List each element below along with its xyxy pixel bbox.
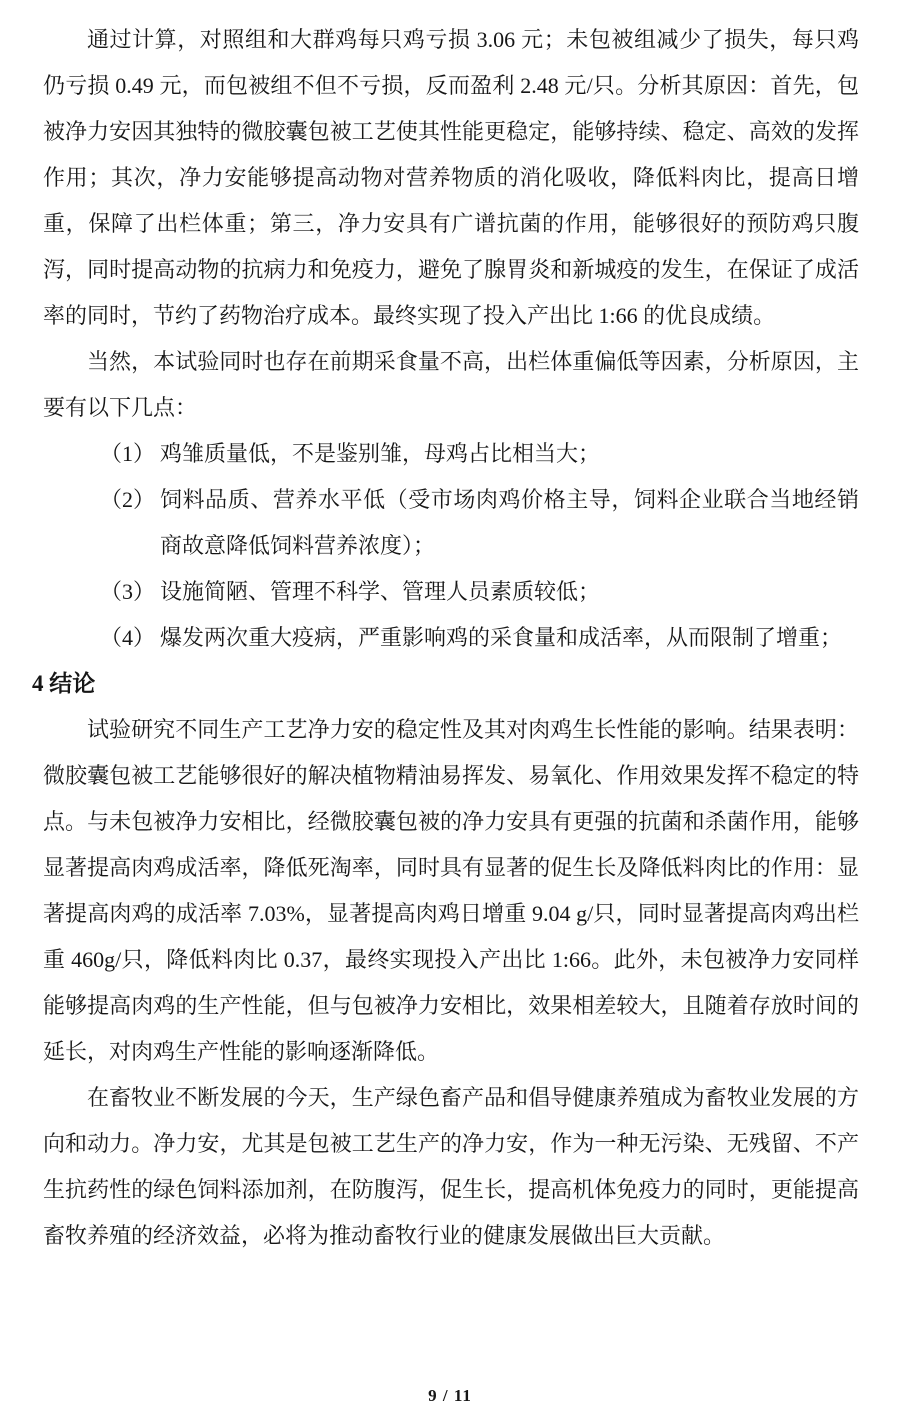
list-item-text: 饲料品质、营养水平低（受市场肉鸡价格主导，饲料企业联合当地经销商故意降低饲料营养浓度）； [160, 487, 859, 558]
list-item-text: 鸡雏质量低，不是鉴别雏，母鸡占比相当大； [160, 441, 601, 466]
list-item [43, 569, 859, 615]
list-item-text: 设施简陋、管理不科学、管理人员素质较低； [160, 579, 601, 604]
list-item [43, 477, 859, 569]
body-paragraph: 通过计算，对照组和大群鸡每只鸡亏损 3.06 元；未包被组减少了损失，每只鸡仍亏损 0.49 元，而包被组不但不亏损，反而盈利 2.48 元/只。分析其原因：首先，包被净力安因其独特的微胶囊包被工艺使其性能更稳定，能够持续、稳定、高效的发挥作用；其次，净力安能够提高动物对营养物质的消化吸收，降低料肉比，提高日增重，保障了出栏体重；第三，净力安具有广谱抗菌的作用，能够很好的预防鸡只腹泻，同时提高动物的抗病力和免疫力，避免了腺胃炎和新城疫的发生，在保证了成活率的同时，节约了药物治疗成本。最终实现了投入产出比 1:66 的优良成绩。 [43, 27, 859, 328]
list-item-marker: （2） [100, 487, 156, 512]
list-item-marker: （4） [100, 625, 156, 650]
list-item [43, 615, 859, 661]
body-paragraph: 当然，本试验同时也存在前期采食量不高，出栏体重偏低等因素，分析原因，主要有以下几点： [43, 349, 859, 420]
list-item-marker: （1） [100, 441, 156, 466]
list-item [43, 431, 859, 477]
page-footer [0, 1386, 900, 1406]
list-item-text: 爆发两次重大疫病，严重影响鸡的采食量和成活率，从而限制了增重； [160, 625, 843, 650]
body-paragraph: 试验研究不同生产工艺净力安的稳定性及其对肉鸡生长性能的影响。结果表明：微胶囊包被工艺能够很好的解决植物精油易挥发、易氧化、作用效果发挥不稳定的特点。与未包被净力安相比，经微胶囊包被的净力安具有更强的抗菌和杀菌作用，能够显著提高肉鸡成活率，降低死淘率，同时具有显著的促生长及降低料肉比的作用：显著提高肉鸡的成活率 7.03%，显著提高肉鸡日增重 9.04 g/只，同时显著提高肉鸡出栏重 460g/只，降低料肉比 0.37，最终实现投入产出比 1:66。此外，未包被净力安同样能够提高肉鸡的生产性能，但与包被净力安相比，效果相差较大，且随着存放时间的延长，对肉鸡生产性能的影响逐渐降低。 [43, 717, 859, 1064]
page-number: 9 / 11 [428, 1386, 472, 1405]
section-heading-conclusion: 4 结论 [32, 671, 96, 696]
document-body [32, 17, 859, 1259]
body-paragraph: 在畜牧业不断发展的今天，生产绿色畜产品和倡导健康养殖成为畜牧业发展的方向和动力。净力安，尤其是包被工艺生产的净力安，作为一种无污染、无残留、不产生抗药性的绿色饲料添加剂，在防腹泻，促生长，提高机体免疫力的同时，更能提高畜牧养殖的经济效益，必将为推动畜牧行业的健康发展做出巨大贡献。 [43, 1085, 859, 1248]
list-item-marker: （3） [100, 579, 156, 604]
